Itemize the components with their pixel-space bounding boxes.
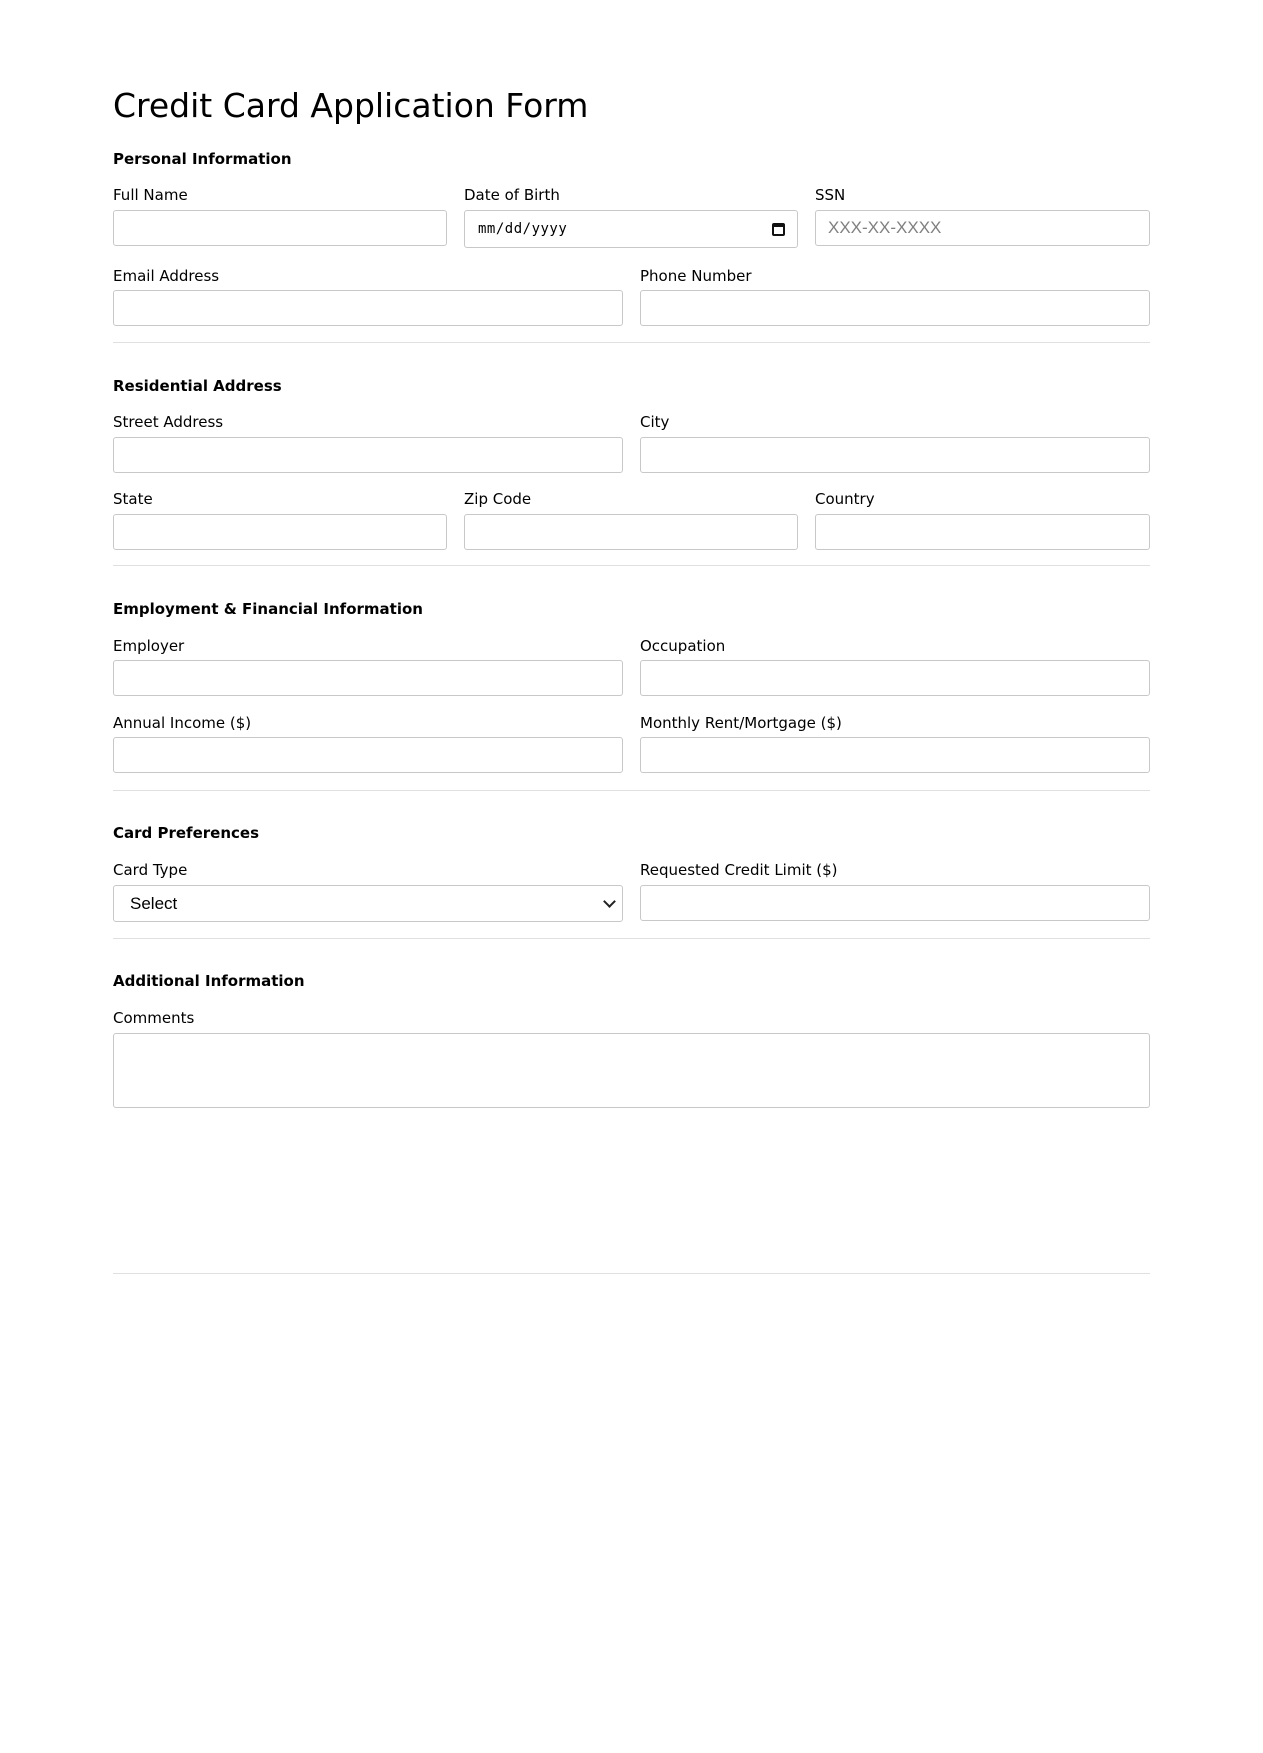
- email-input[interactable]: [114, 291, 622, 325]
- comments-textarea[interactable]: [113, 1033, 1150, 1108]
- section-divider: [113, 938, 1150, 939]
- section-divider: [113, 342, 1150, 343]
- zip-input[interactable]: [465, 515, 797, 549]
- employer-field[interactable]: [113, 660, 623, 696]
- zip-field[interactable]: [464, 514, 798, 550]
- dob-input[interactable]: [464, 210, 798, 248]
- annual-income-input[interactable]: [114, 738, 622, 772]
- section-heading-card: Card Preferences: [113, 824, 259, 842]
- city-field[interactable]: [640, 437, 1150, 473]
- city-label: City: [640, 413, 670, 431]
- occupation-label: Occupation: [640, 637, 726, 655]
- country-label: Country: [815, 490, 875, 508]
- country-field[interactable]: [815, 514, 1150, 550]
- page-title: Credit Card Application Form: [113, 86, 589, 125]
- section-heading-personal: Personal Information: [113, 150, 292, 168]
- dob-placeholder: mm/dd/yyyy: [478, 221, 568, 237]
- street-label: Street Address: [113, 413, 224, 431]
- state-field[interactable]: [113, 514, 447, 550]
- zip-label: Zip Code: [464, 490, 532, 508]
- phone-input[interactable]: [641, 291, 1149, 325]
- dob-label: Date of Birth: [464, 186, 560, 204]
- state-input[interactable]: [114, 515, 446, 549]
- comments-label: Comments: [113, 1009, 195, 1027]
- credit-limit-field[interactable]: [640, 885, 1150, 921]
- credit-limit-input[interactable]: [641, 886, 1149, 920]
- monthly-rent-field[interactable]: [640, 737, 1150, 773]
- chevron-down-icon: [603, 895, 616, 908]
- phone-label: Phone Number: [640, 267, 752, 285]
- ssn-input[interactable]: [816, 211, 1149, 245]
- card-type-select[interactable]: [113, 885, 623, 922]
- occupation-field[interactable]: [640, 660, 1150, 696]
- card-type-label: Card Type: [113, 861, 188, 879]
- section-heading-additional: Additional Information: [113, 972, 305, 990]
- email-label: Email Address: [113, 267, 220, 285]
- section-heading-address: Residential Address: [113, 377, 282, 395]
- full-name-input[interactable]: [114, 211, 446, 245]
- ssn-field[interactable]: [815, 210, 1150, 246]
- email-field[interactable]: [113, 290, 623, 326]
- state-label: State: [113, 490, 153, 508]
- form-bottom-divider: [113, 1273, 1150, 1274]
- section-heading-employment: Employment & Financial Information: [113, 600, 423, 618]
- monthly-rent-input[interactable]: [641, 738, 1149, 772]
- ssn-label: SSN: [815, 186, 846, 204]
- phone-field[interactable]: [640, 290, 1150, 326]
- employer-label: Employer: [113, 637, 185, 655]
- monthly-rent-label: Monthly Rent/Mortgage ($): [640, 714, 842, 732]
- credit-limit-label: Requested Credit Limit ($): [640, 861, 838, 879]
- section-divider: [113, 565, 1150, 566]
- section-divider: [113, 790, 1150, 791]
- full-name-field[interactable]: [113, 210, 447, 246]
- occupation-input[interactable]: [641, 661, 1149, 695]
- full-name-label: Full Name: [113, 186, 188, 204]
- calendar-icon[interactable]: [772, 223, 785, 236]
- annual-income-field[interactable]: [113, 737, 623, 773]
- annual-income-label: Annual Income ($): [113, 714, 252, 732]
- card-type-selected: Select: [130, 893, 178, 913]
- country-input[interactable]: [816, 515, 1149, 549]
- employer-input[interactable]: [114, 661, 622, 695]
- street-field[interactable]: [113, 437, 623, 473]
- city-input[interactable]: [641, 438, 1149, 472]
- street-input[interactable]: [114, 438, 622, 472]
